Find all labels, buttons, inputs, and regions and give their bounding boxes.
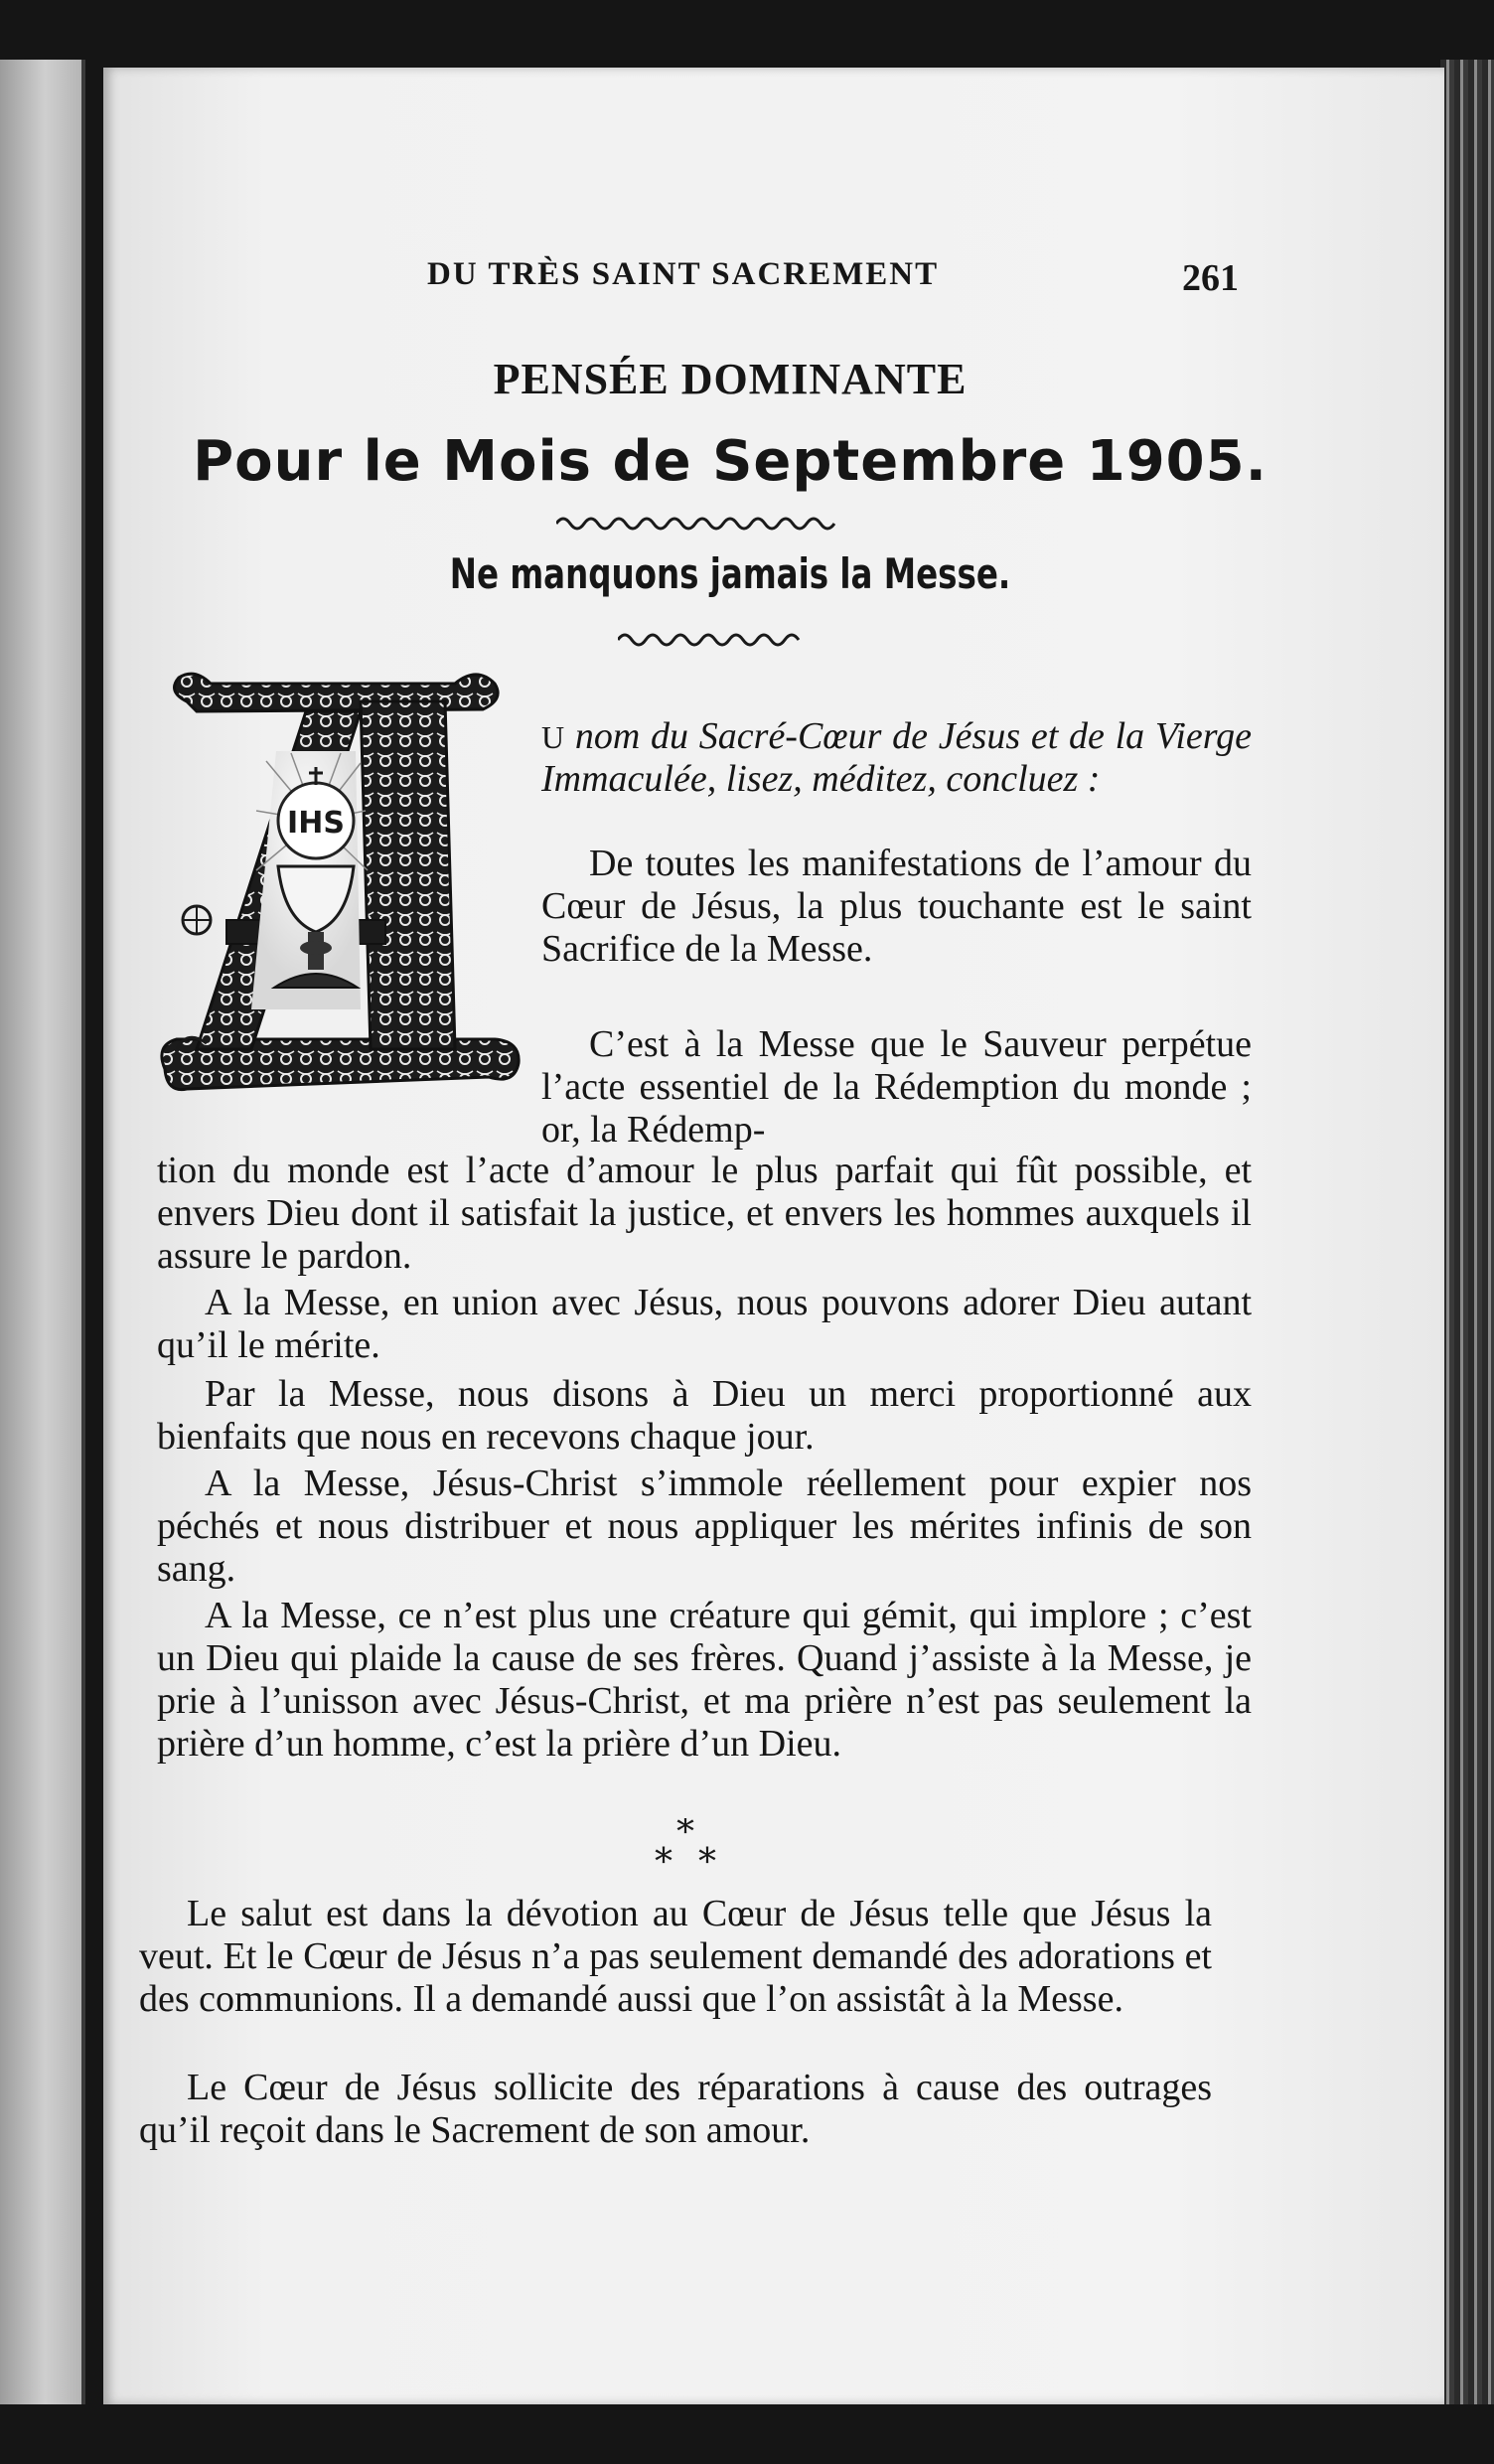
running-head: DU TRÈS SAINT SACREMENT <box>427 256 940 292</box>
paragraph-3: A la Messe, en union avec Jésus, nous pouvons adorer Dieu autant qu’il le mérite. <box>157 1282 1252 1366</box>
motto: Ne manquons jamais la Messe. <box>449 549 1011 598</box>
intro-paragraph <box>541 715 1252 801</box>
intro-lead-letter: U <box>541 719 565 755</box>
svg-text:*: * <box>655 1842 672 1878</box>
paragraph-2-top: C’est à la Messe que le Sauveur perpétue l’acte essentiel de la Rédemption du monde ; or, la Rédemp- <box>541 1023 1252 1151</box>
paragraph-7: Le salut est dans la dévotion au Cœur de Jésus telle que Jésus la veut. Et le Cœur de Jésus n’a pas seulement demandé des adorations et des communions. Il a demandé aussi que l’on assistât à la Messe. <box>139 1893 1212 2020</box>
ihs-monogram: IHS <box>287 806 345 841</box>
ornament-wave-upper <box>556 512 844 534</box>
paragraph-8: Le Cœur de Jésus sollicite des réparations à cause des outrages qu’il reçoit dans le Sacrement de son amour. <box>139 2067 1212 2151</box>
section-subtitle: Pour le Mois de Septembre 1905. <box>193 429 1268 494</box>
svg-text:*: * <box>698 1842 716 1878</box>
asterism <box>636 1818 735 1878</box>
paragraph-1: De toutes les manifestations de l’amour du Cœur de Jésus, la plus touchante est le saint Sacrifice de la Messe. <box>541 843 1252 970</box>
svg-text:*: * <box>676 1818 694 1853</box>
section-title: PENSÉE DOMINANTE <box>493 355 968 403</box>
facing-page-edge <box>0 60 85 2404</box>
paragraph-4: Par la Messe, nous disons à Dieu un merci proportionné aux bienfaits que nous en recevons chaque jour. <box>157 1373 1252 1458</box>
intro-text: nom du Sacré-Cœur de Jésus et de la Vierge Immaculée, lisez, méditez, concluez : <box>541 715 1252 800</box>
paragraph-5: A la Messe, Jésus-Christ s’immole réellement pour expier nos péchés et nous distribuer et nous appliquer les mérites infinis de son sang. <box>157 1463 1252 1590</box>
paragraph-2-continued: tion du monde est l’acte d’amour le plus parfait qui fût possible, et envers Dieu dont il satisfait la justice, et envers les hommes auxquels il assure le pardon. <box>157 1150 1252 1277</box>
illuminated-initial-a <box>157 672 526 1115</box>
paragraph-6: A la Messe, ce n’est plus une créature qui gémit, qui implore ; c’est un Dieu qui plaide la cause de ses frères. Quand j’assiste à la Messe, je prie à l’unisson avec Jésus-Christ, et ma prière n’est pas seulement la prière d’un homme, c’est la prière d’un Dieu. <box>157 1595 1252 1765</box>
ornament-wave-lower <box>618 628 803 650</box>
page-stack-edge <box>1440 60 1494 2404</box>
page-number: 261 <box>1182 257 1239 299</box>
